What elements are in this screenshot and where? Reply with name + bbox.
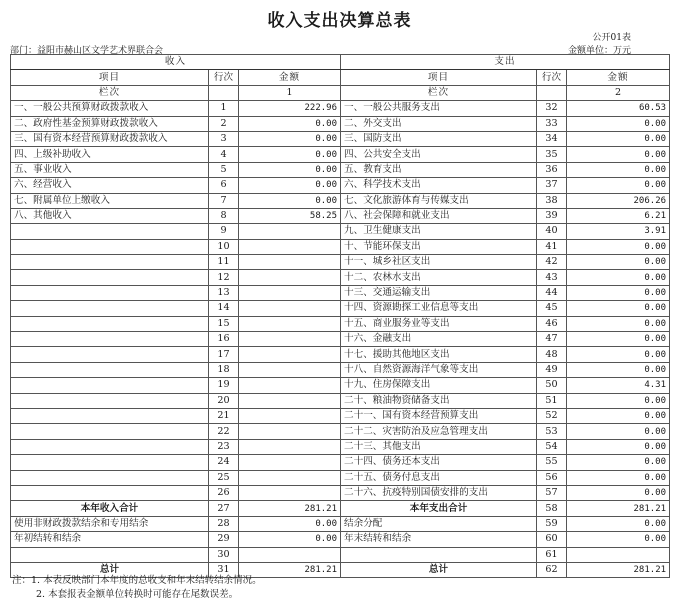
table-row — [11, 347, 670, 362]
expense-line-cell: 44 — [537, 285, 567, 300]
income-amount-cell: 0.00 — [239, 532, 341, 547]
income-amount-cell: 222.96 — [239, 101, 341, 116]
expense-item-cell: 四、公共安全支出 — [341, 147, 537, 162]
table-row — [11, 301, 670, 316]
income-line-cell: 31 — [209, 562, 239, 577]
income-item-cell — [11, 316, 209, 331]
expense-amount-cell: 0.00 — [567, 131, 670, 146]
column-number-row — [11, 85, 670, 100]
income-line-cell: 8 — [209, 208, 239, 223]
income-line-cell: 29 — [209, 532, 239, 547]
income-line-cell: 15 — [209, 316, 239, 331]
income-line-cell: 17 — [209, 347, 239, 362]
expense-amount-cell: 0.00 — [567, 332, 670, 347]
expense-line-cell: 41 — [537, 239, 567, 254]
income-line-cell: 19 — [209, 378, 239, 393]
expense-item-cell: 十六、金融支出 — [341, 332, 537, 347]
income-item-cell — [11, 362, 209, 377]
income-amount-cell — [239, 455, 341, 470]
section-header-row — [11, 55, 670, 70]
income-line-cell: 20 — [209, 393, 239, 408]
expense-item-cell: 十三、交通运输支出 — [341, 285, 537, 300]
expense-amount-cell: 0.00 — [567, 362, 670, 377]
income-amount-cell — [239, 332, 341, 347]
income-line-header: 行次 — [209, 70, 239, 85]
expense-amount-cell: 0.00 — [567, 116, 670, 131]
income-amount-cell — [239, 316, 341, 331]
income-line-cell: 23 — [209, 439, 239, 454]
income-section-header: 收入 — [11, 55, 341, 70]
table-row — [11, 378, 670, 393]
expense-line-cell: 37 — [537, 178, 567, 193]
table-row — [11, 316, 670, 331]
income-amount-cell: 0.00 — [239, 147, 341, 162]
income-line-cell: 16 — [209, 332, 239, 347]
table-row — [11, 255, 670, 270]
income-item-cell: 五、事业收入 — [11, 162, 209, 177]
expense-amount-cell: 60.53 — [567, 101, 670, 116]
income-amount-cell — [239, 301, 341, 316]
expense-line-cell: 39 — [537, 208, 567, 223]
income-item-cell — [11, 301, 209, 316]
income-amount-cell: 0.00 — [239, 516, 341, 531]
expense-line-cell: 60 — [537, 532, 567, 547]
expense-amount-cell — [567, 547, 670, 562]
expense-item-cell: 十一、城乡社区支出 — [341, 255, 537, 270]
expense-line-cell: 58 — [537, 501, 567, 516]
expense-item-cell: 七、文化旅游体育与传媒支出 — [341, 193, 537, 208]
expense-item-cell: 十五、商业服务业等支出 — [341, 316, 537, 331]
income-amount-cell — [239, 362, 341, 377]
expense-line-cell: 38 — [537, 193, 567, 208]
income-amount-header: 金额 — [239, 70, 341, 85]
expense-item-cell: 十四、资源勘探工业信息等支出 — [341, 301, 537, 316]
expense-amount-cell: 281.21 — [567, 501, 670, 516]
expense-item-cell: 一、一般公共服务支出 — [341, 101, 537, 116]
footnote-2: 2. 本套报表金额单位转换时可能存在尾数误差。 — [36, 589, 239, 600]
expense-item-cell: 二十四、债务还本支出 — [341, 455, 537, 470]
income-line-cell: 14 — [209, 301, 239, 316]
income-item-cell — [11, 347, 209, 362]
income-amount-cell: 281.21 — [239, 501, 341, 516]
income-item-cell — [11, 332, 209, 347]
expense-amount-cell: 0.00 — [567, 455, 670, 470]
income-amount-cell: 0.00 — [239, 116, 341, 131]
income-amount-cell: 0.00 — [239, 131, 341, 146]
income-item-cell: 四、上级补助收入 — [11, 147, 209, 162]
income-line-cell: 7 — [209, 193, 239, 208]
income-line-cell: 10 — [209, 239, 239, 254]
expense-line-cell: 36 — [537, 162, 567, 177]
income-item-cell: 三、国有资本经营预算财政拨款收入 — [11, 131, 209, 146]
expense-line-cell: 48 — [537, 347, 567, 362]
income-item-cell — [11, 424, 209, 439]
income-amount-cell — [239, 424, 341, 439]
table-row — [11, 424, 670, 439]
table-row — [11, 470, 670, 485]
expense-line-cell: 46 — [537, 316, 567, 331]
income-item-cell: 六、经营收入 — [11, 178, 209, 193]
table-row — [11, 270, 670, 285]
income-item-cell — [11, 270, 209, 285]
income-item-cell — [11, 485, 209, 500]
expense-line-cell: 61 — [537, 547, 567, 562]
table-row — [11, 162, 670, 177]
income-amount-cell: 281.21 — [239, 562, 341, 577]
expense-line-cell: 57 — [537, 485, 567, 500]
expense-item-cell: 二十、粮油物资储备支出 — [341, 393, 537, 408]
expense-item-cell: 本年支出合计 — [341, 501, 537, 516]
expense-line-cell: 49 — [537, 362, 567, 377]
income-item-cell: 本年收入合计 — [11, 501, 209, 516]
expense-amount-cell: 0.00 — [567, 439, 670, 454]
table-row — [11, 224, 670, 239]
table-row — [11, 485, 670, 500]
expense-amount-cell: 0.00 — [567, 270, 670, 285]
income-amount-cell — [239, 255, 341, 270]
expense-item-cell: 二十五、债务付息支出 — [341, 470, 537, 485]
total-row — [11, 532, 670, 547]
table-row — [11, 116, 670, 131]
table-row — [11, 131, 670, 146]
income-line-cell: 3 — [209, 131, 239, 146]
expense-line-cell: 54 — [537, 439, 567, 454]
table-row — [11, 193, 670, 208]
expense-amount-cell: 0.00 — [567, 285, 670, 300]
expense-item-cell: 十七、援助其他地区支出 — [341, 347, 537, 362]
expense-amount-cell: 0.00 — [567, 162, 670, 177]
expense-amount-cell: 0.00 — [567, 316, 670, 331]
expense-line-cell: 40 — [537, 224, 567, 239]
table-row — [11, 178, 670, 193]
expense-line-cell: 42 — [537, 255, 567, 270]
income-line-cell: 5 — [209, 162, 239, 177]
table-row — [11, 408, 670, 423]
expense-item-cell: 二十六、抗疫特别国债安排的支出 — [341, 485, 537, 500]
form-code: 公开01表 — [592, 33, 631, 43]
expense-amount-cell: 0.00 — [567, 393, 670, 408]
income-line-cell: 21 — [209, 408, 239, 423]
report-title: 收入支出决算总表 — [267, 11, 412, 31]
income-item-cell — [11, 255, 209, 270]
total-row — [11, 547, 670, 562]
table-row — [11, 393, 670, 408]
expense-line-blank — [537, 85, 567, 100]
income-item-header: 项目 — [11, 70, 209, 85]
income-amount-cell — [239, 378, 341, 393]
table-row — [11, 208, 670, 223]
expense-line-cell: 33 — [537, 116, 567, 131]
expense-amount-cell: 0.00 — [567, 470, 670, 485]
expense-item-cell: 八、社会保障和就业支出 — [341, 208, 537, 223]
income-item-cell — [11, 408, 209, 423]
income-amount-cell — [239, 470, 341, 485]
expense-line-cell: 32 — [537, 101, 567, 116]
income-line-cell: 26 — [209, 485, 239, 500]
income-line-cell: 1 — [209, 101, 239, 116]
income-item-cell — [11, 439, 209, 454]
expense-column-number: 2 — [567, 85, 670, 100]
expense-amount-cell: 4.31 — [567, 378, 670, 393]
expense-amount-cell: 0.00 — [567, 178, 670, 193]
income-amount-cell — [239, 347, 341, 362]
income-amount-cell — [239, 285, 341, 300]
income-line-cell: 30 — [209, 547, 239, 562]
income-line-cell: 24 — [209, 455, 239, 470]
income-line-cell: 18 — [209, 362, 239, 377]
expense-amount-cell: 281.21 — [567, 562, 670, 577]
expense-line-cell: 35 — [537, 147, 567, 162]
income-amount-cell — [239, 547, 341, 562]
income-line-cell: 6 — [209, 178, 239, 193]
income-item-cell — [11, 470, 209, 485]
expense-column-no-label: 栏次 — [341, 85, 537, 100]
table-row — [11, 101, 670, 116]
expense-amount-cell: 6.21 — [567, 208, 670, 223]
income-item-cell — [11, 239, 209, 254]
expense-amount-cell: 0.00 — [567, 301, 670, 316]
expense-item-header: 项目 — [341, 70, 537, 85]
expense-item-cell: 十、节能环保支出 — [341, 239, 537, 254]
unit-label: 金额单位：万元 — [567, 46, 631, 56]
table-row — [11, 362, 670, 377]
expense-item-cell — [341, 547, 537, 562]
expense-item-cell: 年末结转和结余 — [341, 532, 537, 547]
expense-amount-cell: 0.00 — [567, 485, 670, 500]
expense-amount-cell: 0.00 — [567, 239, 670, 254]
income-line-cell: 22 — [209, 424, 239, 439]
income-line-cell: 9 — [209, 224, 239, 239]
expense-amount-cell: 3.91 — [567, 224, 670, 239]
income-amount-cell: 0.00 — [239, 193, 341, 208]
income-amount-cell — [239, 224, 341, 239]
expense-line-cell: 43 — [537, 270, 567, 285]
expense-amount-cell: 206.26 — [567, 193, 670, 208]
expense-line-header: 行次 — [537, 70, 567, 85]
expense-item-cell: 二十三、其他支出 — [341, 439, 537, 454]
expense-line-cell: 62 — [537, 562, 567, 577]
income-amount-cell — [239, 270, 341, 285]
expense-item-cell: 三、国防支出 — [341, 131, 537, 146]
income-item-cell — [11, 378, 209, 393]
income-amount-cell: 0.00 — [239, 162, 341, 177]
income-line-cell: 4 — [209, 147, 239, 162]
expense-item-cell: 二、外交支出 — [341, 116, 537, 131]
income-item-cell: 一、一般公共预算财政拨款收入 — [11, 101, 209, 116]
expense-line-cell: 51 — [537, 393, 567, 408]
expense-line-cell: 53 — [537, 424, 567, 439]
income-line-cell: 27 — [209, 501, 239, 516]
income-line-cell: 28 — [209, 516, 239, 531]
income-amount-cell — [239, 393, 341, 408]
table-row — [11, 285, 670, 300]
table-row — [11, 147, 670, 162]
expense-item-cell: 十九、住房保障支出 — [341, 378, 537, 393]
table-row — [11, 455, 670, 470]
income-item-cell — [11, 393, 209, 408]
expense-line-cell: 47 — [537, 332, 567, 347]
income-amount-cell — [239, 408, 341, 423]
expense-item-cell: 十八、自然资源海洋气象等支出 — [341, 362, 537, 377]
expense-item-cell: 十二、农林水支出 — [341, 270, 537, 285]
income-item-cell: 总计 — [11, 562, 209, 577]
expense-line-cell: 50 — [537, 378, 567, 393]
table-row — [11, 239, 670, 254]
expense-amount-cell: 0.00 — [567, 424, 670, 439]
expense-line-cell: 52 — [537, 408, 567, 423]
income-amount-cell — [239, 439, 341, 454]
expense-line-cell: 55 — [537, 455, 567, 470]
expense-item-cell: 二十二、灾害防治及应急管理支出 — [341, 424, 537, 439]
expense-amount-cell: 0.00 — [567, 532, 670, 547]
expense-item-cell: 六、科学技术支出 — [341, 178, 537, 193]
table-row — [11, 439, 670, 454]
expense-line-cell: 34 — [537, 131, 567, 146]
income-column-no-label: 栏次 — [11, 85, 209, 100]
expense-amount-cell: 0.00 — [567, 147, 670, 162]
income-line-cell: 25 — [209, 470, 239, 485]
income-line-cell: 2 — [209, 116, 239, 131]
income-item-cell — [11, 547, 209, 562]
expense-amount-cell: 0.00 — [567, 408, 670, 423]
department-label: 部门：益阳市赫山区文学艺术界联合会 — [10, 46, 164, 56]
income-line-cell: 12 — [209, 270, 239, 285]
income-expense-table — [10, 54, 670, 578]
income-item-cell: 二、政府性基金预算财政拨款收入 — [11, 116, 209, 131]
income-item-cell: 八、其他收入 — [11, 208, 209, 223]
expense-item-cell: 九、卫生健康支出 — [341, 224, 537, 239]
expense-amount-header: 金额 — [567, 70, 670, 85]
footnotes — [12, 574, 262, 602]
footnote-1: 注：1. 本表反映部门本年度的总收支和年末结转结余情况。 — [12, 575, 262, 586]
column-header-row — [11, 70, 670, 85]
total-row — [11, 516, 670, 531]
income-line-cell: 11 — [209, 255, 239, 270]
expense-line-cell: 56 — [537, 470, 567, 485]
income-item-cell — [11, 224, 209, 239]
expense-amount-cell: 0.00 — [567, 255, 670, 270]
table-row — [11, 332, 670, 347]
income-item-cell: 使用非财政拨款结余和专用结余 — [11, 516, 209, 531]
income-item-cell — [11, 455, 209, 470]
expense-amount-cell: 0.00 — [567, 347, 670, 362]
income-line-cell: 13 — [209, 285, 239, 300]
expense-line-cell: 59 — [537, 516, 567, 531]
expense-item-cell: 总计 — [341, 562, 537, 577]
income-amount-cell: 58.25 — [239, 208, 341, 223]
expense-line-cell: 45 — [537, 301, 567, 316]
expense-item-cell: 二十一、国有资本经营预算支出 — [341, 408, 537, 423]
income-amount-cell — [239, 239, 341, 254]
total-row — [11, 501, 670, 516]
income-line-blank — [209, 85, 239, 100]
income-item-cell: 七、附属单位上缴收入 — [11, 193, 209, 208]
expense-item-cell: 五、教育支出 — [341, 162, 537, 177]
income-item-cell — [11, 285, 209, 300]
expense-amount-cell: 0.00 — [567, 516, 670, 531]
income-item-cell: 年初结转和结余 — [11, 532, 209, 547]
expense-item-cell: 结余分配 — [341, 516, 537, 531]
income-amount-cell: 0.00 — [239, 178, 341, 193]
income-column-number: 1 — [239, 85, 341, 100]
expense-section-header: 支出 — [341, 55, 670, 70]
income-amount-cell — [239, 485, 341, 500]
